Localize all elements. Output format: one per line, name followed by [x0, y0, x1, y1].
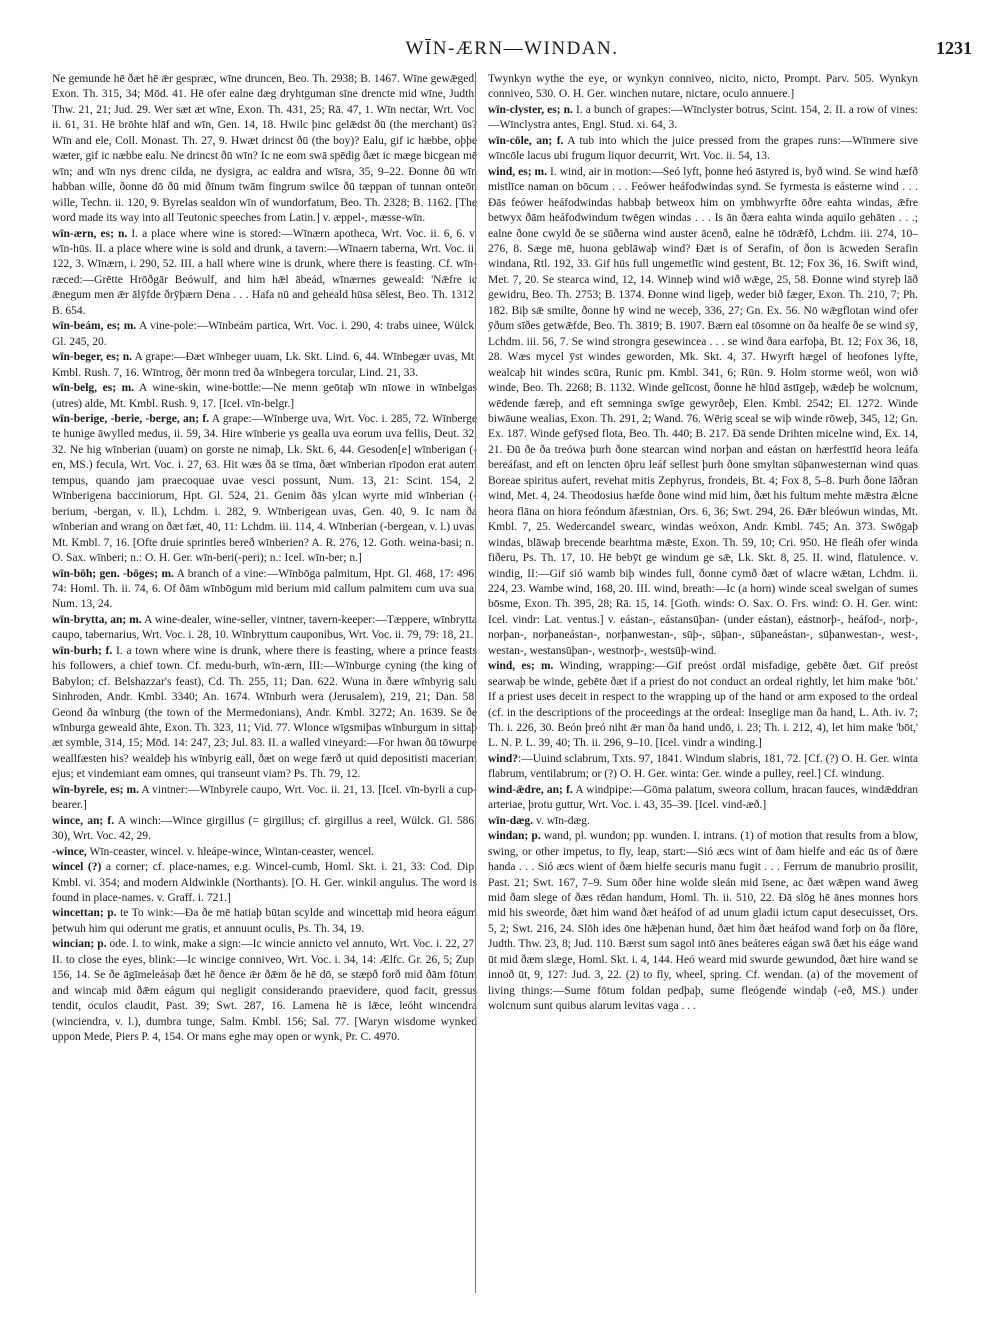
entry-text: ode. I. to wink, make a sign:—Ic wincie annicto vel annuto, Wrt. Voc. i. 22, 27. II. to close the eyes, blink:—Ic wincige conniveo, Wrt. Voc. i. 34, 14: Ælfc. Gr. 26, 5; Zup. 156, 14. Se ðe āgīmeleásaþ ðæt hē ðence ǣr ðǣm ðe hē dō, se stæpð forð mid ðām fōtum and wincaþ mid ðǣm eágum qui negligit considerando praevidere, quod facit, gressus tendit, oculos claudit, Past. 39; Swt. 287, 16. Lamena hē is lǣce, leóht wincendra (winciendra, v. l.), dumbra tunge, Salm. Kmbl. 156; Sal. 77. [Waryn wisdome wynked uppon Mede, Piers P. 4, 154. Or mans eghe may open or wynk, Pr. C. 4970.: [52, 938, 477, 1044]
dictionary-entry: [52, 814, 477, 845]
dictionary-entry: [52, 350, 477, 381]
dictionary-entry: [52, 937, 477, 1045]
running-title: WĪN-ÆRN—WINDAN.: [405, 38, 619, 59]
entry-text: Wīn-ceaster, wincel. v. hleápe-wince, Wintan-ceaster, wencel.: [86, 845, 375, 858]
dictionary-entry: [52, 783, 477, 814]
entry-text: A grape:—Ðæt wīnbeger uuam, Lk. Skt. Lind. 6, 44. Wīnbegær uvas, Mt. Kmbl. Rush. 7, 16. Wīntrog, ðēr monn tred ða wīnbegera torcular, Lind. 21, 33.: [52, 351, 478, 379]
dictionary-entry: [52, 381, 477, 412]
entry-headword: wīn-bōh; gen. -bōges; m.: [52, 567, 174, 580]
entry-text: I. wind, air in motion:—Seó lyft, þonne heó āstyred is, byð wind. Se wind hæfð mistlīce naman on bōcum . . . Feówer heáfodwindas synd. Se fyrmesta is eásterne wind . . . Ðās feówer heáfodwindas habbaþ betweox him on ymbhwyrfte ōðre eahta windas, ǣfre betwyx ðām heáfodwindum twēgen windas . . . Is ān ðæra eahta winda aquilo gehāten . . .; ealne ðone cwyld ðe se sūðerna wind auster ācenð, ealne hē tōdrǣfð, Lchdm. iii. 274, 10–276, 8. Sæge mē, huona geblāwaþ wind? Ðæt is of Serafin, of ðon is ācweden Serafin windana, Rtl. 192, 33. Gif hūs full ungemetlīc wind gestent, Bt. 12; Fox 36, 16. Swift wind, Met. 7, 20. Se stearca wind, 12, 14. Winneþ wind wið wǣge, 25, 58. Ðonne wind styreþ lāð gewidru, Beo. Th. 2753; B. 1374. Ðonne wind ligeþ, weder bið fæger, Exon. Th. 210, 7; Ph. 182. Biþ sǣ smilte, ðonne hȳ wind ne weceþ, 336, 27; Gn. Ex. 56. Nō wǣgflotan wind ofer ȳðum sīðes getwǣfde, Beo. Th. 3819; B. 1907. Bærn eal tōsomne on ða healfe ðe se wind sȳ, Lchdm. iii. 56, 7. Se wind strongra gesewincea . . . se wind ðara earfoþa, Bt. 12; Fox 36, 18, 28. Wæs mycel ȳst windes geworden, Mk. Skt. 4, 37. Hwyrft hægel of heofones lyfte, wealcaþ hit windes scūra, Runic pm. Kmbl. 341, 6; Rūn. 9. Holm storme weól, won wið winde, Beo. Th. 2268; B. 1132. Winde gelīcost, ðonne hē hlūd āstīgeþ, wǣdeþ be wolcnum, wēdende færeþ, and eft semninga swīge gewyrðeþ, Elen. Kmbl. 2542; El. 1272. Winde biwāune wealias, Exon. Th. 291, 2; Wand. 76. Wērig sceal se wiþ winde rōweþ, 345, 12; Gn. Ex. 187. Winde gefȳsed flota, Beo. Th. 440; B. 217. Ðā sende Drihten micelne wind, Ex. 14, 21. Ðū ðe ða treówa þurh ðone stearcan wind norþan and eástan on hærfesttīd heora leáfa bereáfast, and eft on lencten ōþru leáf sellest þurh ðone smyltan sūþanwesternan wind quas Boreae spiritus aufert, revehat mitis Zephyrus, frondeis, Bt. 4; Fox 8, 5–8. Þurh ðone lāðran wind, Met. 4, 24. Theodosius hæfde ðone wind mid him, ðæt his fultum mehte mǣstra ǣlcne heora flāna on hiora feóndum āfæstnian, Ors. 6, 36; Swt. 294, 26. Ðǣr bleówun windas, Mt. Kmbl. 7, 25. Wedercandel swearc, windas weóxon, Andr. Kmbl. 745; An. 373. Swōgaþ windas, blāwaþ brecende bearhtma mǣste, Exon. Th. 59, 10; Cri. 950. Hē fleáh ofer winda fiðeru, Ps. Th. 17, 10. Hē bebȳt ge windum ge sǣ, Lk. Skt. 8, 25. II. wind, flatulence. v. windig, II:—Gif sió wamb biþ windes full, ðonne cymð ðæt of wlacre wǣtan, Lchdm. ii. 224, 23. Wambe wind, 168, 20. III. wind, breath:—Ic (a horn) winde sceal swelgan of sumes bōsme, Exon. Th. 395, 28; Rā. 15, 14. [Goth. winds: O. Sax. O. Frs. wind: O. H. Ger. wint: Icel. vindr: Lat. ventus.] v. eástan-, eástansūþan- (under eástan), eástnorþ-, heáfod-, norþ-, norþan-, norþaneástan-, norþanwestan-, sūþ-, sūþan-, sūþaneástan-, sūþanwestan-, west-, westan-, westansūþan-, westnorþ-, westsūþ-wind.: [488, 165, 918, 657]
entry-headword: wind, es; m.: [488, 165, 548, 178]
dictionary-entry: [52, 227, 477, 320]
entry-text: I. a place where wine is stored:—Wīnærn apotheca, Wrt. Voc. ii. 6, 6. v. wīn-hūs. II. a place where wine is sold and drunk, a tavern:—Wīnaern taberna, Wrt. Voc. ii. 122, 3. Wīnærn, i. 290, 52. III. a hall where wine is drunk, where there is feasting. Cf. wīn-ræced:—Grētte Hrōðgār Beówulf, and him hǣl ābeád, wīnærnes geweald: 'Nǣfre ic ǣnegum men ǣr ālȳfde ðrȳþærn Dena . . . Hafa nū and geheald hūsa sēlest, Beo. Th. 1312; B. 654.: [52, 227, 477, 317]
entry-headword: wincian; p.: [52, 938, 107, 951]
entry-text: A vine-pole:—Wīnbeám partica, Wrt. Voc. i. 290, 4: trabs uinee, Wülck. Gl. 245, 20.: [52, 320, 478, 348]
dictionary-entry: [488, 134, 918, 165]
dictionary-entry: [488, 103, 918, 134]
entry-text: A tub into which the juice pressed from the grapes runs:—Wīnmere sive wīncōle lacus ubi frugum liquor decurrit, Wrt. Voc. ii. 54, 13.: [488, 134, 919, 163]
entry-text: wand, pl. wundon; pp. wunden. I. intrans. (1) of motion that results from a blow, swing, or other impetus, to fly, leap, start:—Sió æcs wint of ðam hielfe and eác ūs of ðære handa . . . Sió æcs wient of ðæm hielfe securis manu fugit . . . Ferrum de manubrio prosilit, Past. 21; Swt. 167, 7–9. Sum ōðer hine wolde sleán mid īsene, ac ðæt wǣpen wand āweg mid ðam slege of ðæs rēdan handum, Homl. Th. ii. 510, 22. Ðā slōg hē ānes monnes hors mid his sweorde, ðæt him wand ðæt heáfod of ad unum gladii ictum caput desecuisset, Ors. 5, 2; Swt. 216, 24. Slōh ides ōne hǣþenan hund, ðæt him ðæt heáfod wand forþ on ða flōre, Judth. Thw. 23, 8; Jud. 110. Bærst sum sagol intō ānes beáteres eágan swā ðæt his eáge wand ūt mid ðæm slæge, Homl. Skt. i. 4, 144. Heó weard mid swurde gewundod, ðæt hire wand se innoð ūt, 9, 127: Jud. 3, 22. (2) to fly, wheel, spring. Cf. wendan. (a) of the movement of living things:—Sume fōtum foldan pedþaþ, sume fleógende windaþ (-eð, MS.) under wolcnum sunt quibus alarum levitas vaga . . .: [488, 830, 918, 1013]
entry-text: te To wink:—Ða ðe mē hatiaþ būtan scylde and wincettaþ mid heora eágum þetwuh him qui oderunt me gratis, et annuunt oculis, Ps. Th. 34, 19.: [52, 907, 477, 935]
entry-text: :—Uuind sclabrum, Txts. 97, 1841. Windum slabris, 181, 72. [Cf. (?) O. H. Ger. winta flabrum, ventilabrum; or (?) O. H. Ger. winta: Ger. winde a pulley, reel.] Cf. windung.: [488, 752, 918, 781]
entry-headword: wīn-byrele, es; m.: [52, 783, 140, 796]
entry-headword: wīn-belg, es; m.: [52, 382, 135, 395]
entry-text: Twynkyn wythe the eye, or wynkyn conniveo, nicito, nicto, Prompt. Parv. 505. Wynkyn conniveo, 530. O. H. Ger. winchen nutare, nictare, oculo annuere.]: [488, 73, 918, 101]
entry-text: I. a bunch of grapes:—Wīnclyster botrus, Scint. 154, 2. II. a row of vines:—Wīnclystra antes, Engl. Stud. xi. 64, 3.: [488, 103, 918, 132]
entry-text: A grape:—Wīnberge uva, Wrt. Voc. i. 285, 72. Wīnberge te hunige āwylled medus, ii. 59, 34. Hire wīnberie ys gealla uva eorum uva fellis, Deut. 32, 32. Ne hig wīnberian (uuam) on gorste ne nimaþ, Lk. Skt. 6, 44. Gesoden[e] wīnberigan (-en, MS.) fecula, Wrt. Voc. i. 27, 63. Hit wæs ðā se tīma, ðæt wīnberian rīpodon erat autem tempus, quando jam praecoquae uvae vesci possunt, Num. 13, 21: Scint. 154, 2. Wīnberigena bacciniorum, Hpt. Gl. 524, 21. Genim ðās ylcan wyrte mid wīnberian (-berium, -bergan, v. ll.), Lchdm. i. 282, 9. Wīnberigean uvas, Gen. 40, 9. Ic nam ða wīnberian and wrang on ðæt fæt, 40, 11: Lchdm. iii. 114, 4. Wīnberian (-bergean, v. l.) uvas, Mt. Kmbl. 7, 16. [Ofte druie sprintles bereð wīnberien? A. R. 276, 12. Goth. weina-basi; n.: O. Sax. wīnberi; n.: O. H. Ger. wīn-beri(-peri); n.: Icel. wīn-ber; n.]: [52, 412, 477, 565]
entry-headword: wīn-beám, es; m.: [52, 320, 137, 333]
dictionary-entry: [488, 814, 918, 829]
entry-text: v. wīn-dæg.: [533, 814, 590, 827]
entry-headword: wind, es; m.: [488, 660, 554, 673]
entry-headword: wincettan; p.: [52, 907, 117, 920]
dictionary-entry: [52, 412, 477, 567]
entry-headword: -wince,: [52, 845, 87, 858]
dictionary-entry: [52, 319, 477, 350]
dictionary-entry: [52, 567, 477, 613]
entry-text: A winch:—Wince girgillus (= girgillus; cf. girgillus a reel, Wülck. Gl. 586, 30), Wrt. Voc. 42, 29.: [52, 814, 477, 843]
dictionary-entry: [488, 783, 918, 814]
entry-headword: wīn-cōle, an; f.: [488, 134, 564, 147]
right-column: [488, 72, 918, 1015]
entry-text: A vintner:—Wīnbyrele caupo, Wrt. Voc. ii. 21, 13. [Icel. vīn-byrli a cup-bearer.]: [52, 783, 477, 812]
entry-text: A windpipe:—Gōma palatum, sweora collum, hracan fauces, windǣddran arteriae, þrotu guttur, Wrt. Voc. i. 43, 35–39. [Icel. vind-æð.]: [488, 783, 918, 812]
dictionary-entry: [488, 659, 918, 752]
entry-text: Winding, wrapping:—Gif preóst ordāl misfadige, gebēte ðæt. Gif preóst searwaþ be winde, gebēte ðæt if a priest do not conduct an ordeal rightly, let him make 'bōt.' If a priest uses deceit in respect to the wrapping up of the hand or arm exposed to the ordeal (cf. in the descriptions of the proceedings at the ordeal: Inseglige man ða hand, L. Ath. iv. 7; Th. i. 226, 30. Beón þreó niht ǣr man ða hand undō, i. 23; Th. i. 212, 4), let him make 'bōt,' L. N. P. L. 39, 40; Th. ii. 296, 9–10. [Icel. vindr a winding.]: [488, 660, 919, 750]
entry-text: Ne gemunde hē ðæt hē ǣr gespræc, wīne druncen, Beo. Th. 2938; B. 1467. Wīne gewǣged, Exon. Th. 315, 34; Mōd. 41. Hē ofer ealne dæg dryhtguman sīne drencte mid wīne, Judth. Thw. 21, 21; Jud. 29. Wer sæt æt wīne, Exon. Th. 431, 25; Rā. 47, 1. Wīn nectar, Wrt. Voc. ii. 61, 31. Hē brōhte hlāf and wīn, Gen. 14, 18. Hwilc þinc gelǣdst ðū (the merchant) ūs? Wīn and ele, Coll. Monast. Th. 27, 9. Hwæt drincst ðū (the boy)? Ealu, gif ic hæbbe, oþþe wæter, gif ic næbbe ealu. Ne drincst ðū wīn? Ic ne eom swā spēdig ðæt ic mæge bicgean mē wīn; and wīn nys drenc cilda, ne dysigra, ac ealdra and wīsra, 35, 9–22. Ðonne ðū wīn habban wille, ðonne dō ðū mid ðīnum twām fingrum swilce ðū tæppan of tunnan onteōn wille, Techn. ii. 120, 9. Byrelas sealdon wīn of wundorfatum, Beo. Th. 2328; B. 1162. [The word made its way into all Teutonic speeches from Latin.] v. æppel-, mæsse-wīn.: [52, 73, 477, 225]
entry-text: a corner; cf. place-names, e.g. Wincel-cumb, Homl. Skt. i. 21, 33: Cod. Dip. Kmbl. vi. 354; and modern Aldwinkle (Northants). [O. H. Ger. winkil angulus. The word is found in place-names. v. Graff. i. 721.]: [52, 861, 477, 905]
entry-headword: wīn-beger, es; n.: [52, 351, 133, 364]
dictionary-entry: [52, 644, 477, 783]
dictionary-entry: [52, 860, 477, 906]
entry-headword: wind?: [488, 752, 519, 765]
entry-headword: windan; p.: [488, 830, 541, 843]
entry-headword: wince, an; f.: [52, 814, 115, 827]
entry-headword: wīn-clyster, es; n.: [488, 103, 573, 116]
entry-headword: wind-ǣdre, an; f.: [488, 783, 573, 796]
dictionary-entry: [52, 906, 477, 937]
page-header: [52, 28, 972, 68]
entry-headword: wincel (?): [52, 861, 102, 874]
entry-text: A wine-skin, wine-bottle:—Ne menn geōtaþ wīn nīowe in wīnbelgas (utres) alde, Mt. Kmbl. Rush. 9, 17. [Icel. vīn-belgr.]: [52, 382, 477, 410]
entry-headword: wīn-ærn, es; n.: [52, 227, 128, 240]
dictionary-entry: [52, 845, 477, 860]
dictionary-entry: [488, 165, 918, 660]
entry-headword: wīn-berige, -berie, -berge, an; f.: [52, 412, 210, 425]
dictionary-entry: [52, 72, 477, 227]
column-divider: [475, 72, 476, 1293]
left-column: [52, 72, 477, 1046]
entry-text: A wine-dealer, wine-seller, vintner, tavern-keeper:—Tæppere, wīnbrytta caupo, tabernarius, Wrt. Voc. i. 28, 10. Wīnbryttum cauponibus, Wrt. Voc. ii. 79, 79: 18, 21.: [52, 613, 477, 642]
entry-text: I. a town where wine is drunk, where there is feasting, where a prince feasts his followers, a chief town. Cf. medu-burh, wīn-ærn, III:—Wīnburge cyning (the king of Babylon; cf. Belshazzar's feast), Cd. Th. 255, 11; Dan. 622. Wuna in ðære wīnbyrig salu Sinhroden, Andr. Kmbl. 3340; An. 1674. Wīnburh wera (Jerusalem), 219, 21; Dan. 58. Geond ða wīnburg (the town of the Mermedonians), Andr. Kmbl. 3272; An. 1639. Se ðe wīnburga geweald āhte, Exon. Th. 323, 11; Vid. 77. Wlonce wīgsmiþas wīnburgum in sittaþ æt symble, 314, 15; Mōd. 14: 247, 23; Jul. 83. II. a walled vineyard:—For hwan ðū tōwurpe weallfæsten his? wealdeþ his wīnbyrig eall, ðæt on wege færð ut quid depositisti maceriam ejus; et vindemiant eam omnes, qui transeunt viam? Ps. Th. 79, 12.: [52, 644, 477, 781]
entry-headword: wīn-burh; f.: [52, 644, 113, 657]
dictionary-entry: [488, 752, 918, 783]
dictionary-entry: [488, 72, 918, 103]
entry-headword: wīn-brytta, an; m.: [52, 613, 142, 626]
dictionary-entry: [52, 613, 477, 644]
entry-text: A branch of a vine:—Wīnbōga palmitum, Hpt. Gl. 468, 17: 496, 74: Homl. Th. ii. 74, 6. Of ðām wīnbōgum mid berium mid callum palmitem cum uva sua, Num. 13, 24.: [52, 567, 478, 611]
page-number: 1231: [936, 38, 972, 58]
dictionary-entry: [488, 829, 918, 1014]
entry-headword: wīn-dæg.: [488, 814, 534, 827]
